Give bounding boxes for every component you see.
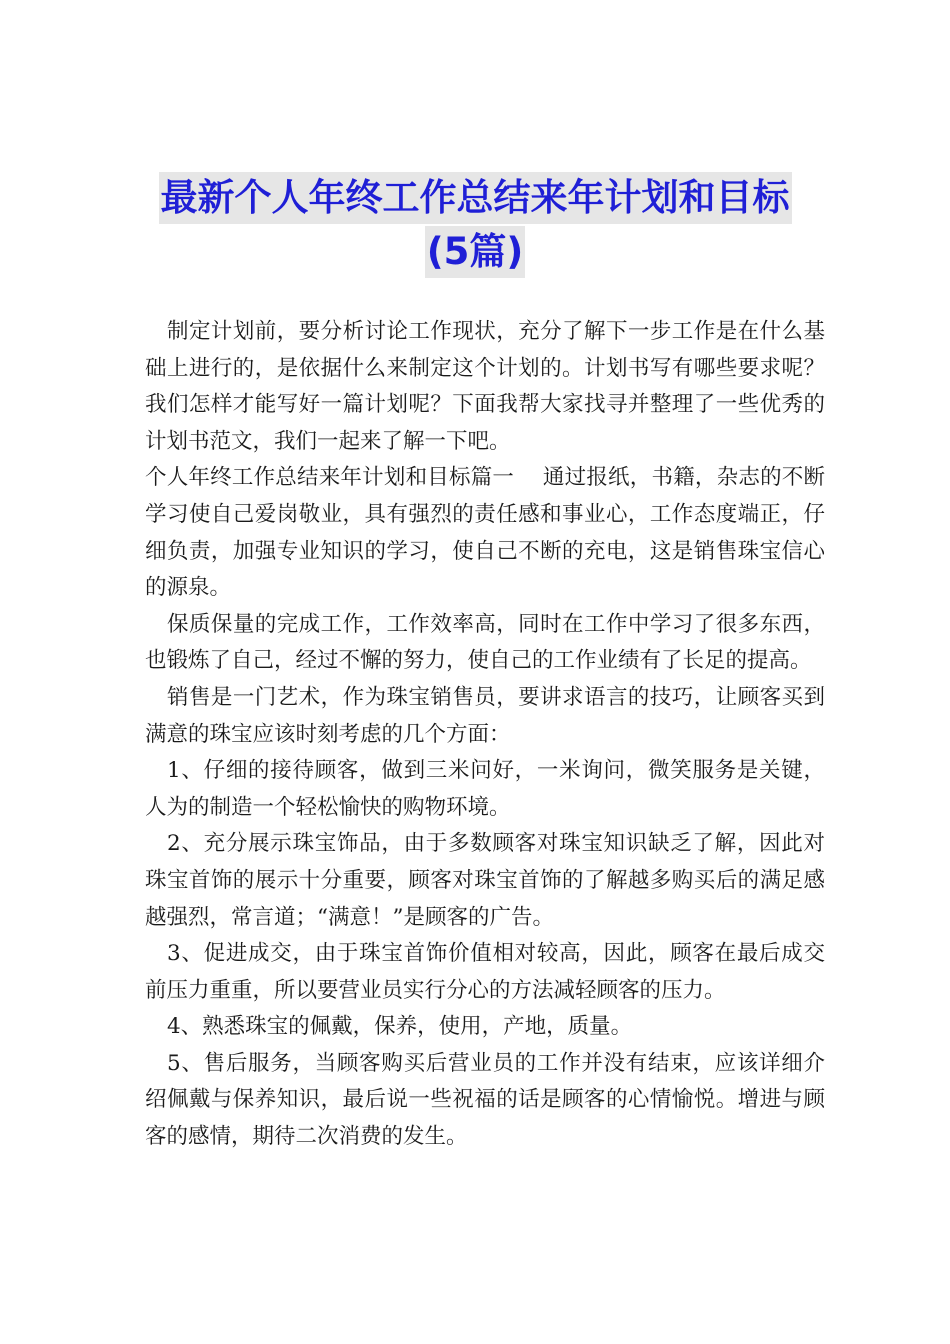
title-line-2: (5篇) — [425, 226, 526, 278]
list-item: 2、充分展示珠宝饰品，由于多数顾客对珠宝知识缺乏了解，因此对珠宝首饰的展示十分重要，顾客对珠宝首饰的了解越多购买后的满足感越强烈，常言道；“满意！”是顾客的广告。 — [145, 831, 825, 930]
document-body — [145, 314, 825, 1156]
paragraph-section-one: 个人年终工作总结来年计划和目标篇一 通过报纸，书籍，杂志的不断学习使自己爱岗敬业，具有强烈的责任感和事业心，工作态度端正，仔细负责，加强专业知识的学习，使自己不断的充电，这是销售珠宝信心的源泉。 — [145, 465, 825, 601]
paragraph-intro: 制定计划前，要分析讨论工作现状，充分了解下一步工作是在什么基础上进行的，是依据什么来制定这个计划的。计划书写有哪些要求呢？我们怎样才能写好一篇计划呢？下面我帮大家找寻并整理了一些优秀的计划书范文，我们一起来了解一下吧。 — [145, 319, 825, 454]
list-item: 3、促进成交，由于珠宝首饰价值相对较高，因此，顾客在最后成交前压力重重，所以要营业员实行分心的方法减轻顾客的压力。 — [145, 941, 825, 1003]
paragraph: 销售是一门艺术，作为珠宝销售员，要讲求语言的技巧，让顾客买到满意的珠宝应该时刻考虑的几个方面： — [145, 684, 825, 747]
list-item: 1、仔细的接待顾客，做到三米问好，一米询问，微笑服务是关键，人为的制造一个轻松愉快的购物环境。 — [145, 758, 825, 820]
list-item: 4、熟悉珠宝的佩戴，保养，使用，产地，质量。 — [167, 1014, 633, 1040]
list-item: 5、售后服务，当顾客购买后营业员的工作并没有结束，应该详细介绍佩戴与保养知识，最后说一些祝福的话是顾客的心情愉悦。增进与顾客的感情，期待二次消费的发生。 — [145, 1050, 825, 1150]
paragraph: 保质保量的完成工作，工作效率高，同时在工作中学习了很多东西，也锻炼了自己，经过不懈的努力，使自己的工作业绩有了长足的提高。 — [145, 611, 825, 674]
document-title — [120, 172, 830, 278]
title-line-1: 最新个人年终工作总结来年计划和目标 — [159, 172, 792, 224]
